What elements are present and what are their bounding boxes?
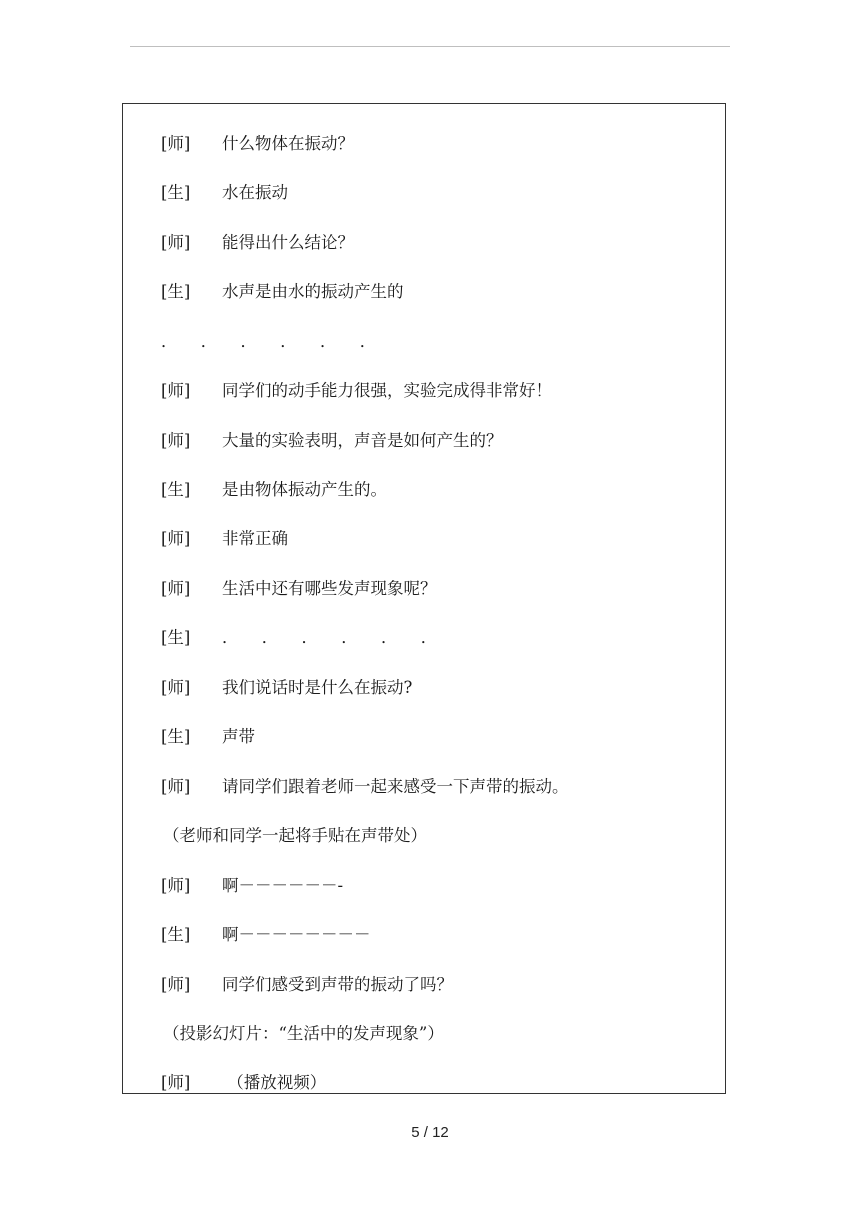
speaker-tag: [师] <box>161 876 191 895</box>
dialogue-line <box>161 724 255 750</box>
page-number: 5 / 12 <box>411 1124 449 1141</box>
speaker-tag: [生] <box>161 925 191 944</box>
speaker-tag: [师] <box>161 381 191 400</box>
dialogue-line <box>161 526 288 552</box>
dialogue-text: 同学们的动手能力很强，实验完成得非常好！ <box>222 381 552 400</box>
speaker-tag: [生] <box>161 628 191 647</box>
speaker-tag: [师] <box>161 233 191 252</box>
dialogue-text: 水声是由水的振动产生的 <box>222 282 404 301</box>
speaker-tag: [生] <box>161 727 191 746</box>
dialogue-line <box>161 428 503 454</box>
dialogue-line <box>161 922 371 948</box>
dialogue-text: 请同学们跟着老师一起来感受一下声带的振动。 <box>222 777 569 796</box>
dialogue-text: （播放视频） <box>222 1073 327 1092</box>
dialogue-line <box>161 972 453 998</box>
header-rule <box>130 46 730 47</box>
dialogue-text: 能得出什么结论？ <box>222 233 354 252</box>
dialogue-text: 同学们感受到声带的振动了吗？ <box>222 975 453 994</box>
speaker-tag: [生] <box>161 282 191 301</box>
dialogue-text: 生活中还有哪些发声现象呢？ <box>222 579 437 598</box>
dialogue-line <box>161 625 446 651</box>
dialogue-text: 水在振动 <box>222 183 288 202</box>
dialogue-line <box>161 279 404 305</box>
dialogue-text: ． ． ． ． ． ． <box>222 628 447 647</box>
speaker-tag: [师] <box>161 134 191 153</box>
dialogue-line <box>161 1070 326 1094</box>
dialogue-line <box>161 675 412 701</box>
dialogue-text: 声带 <box>222 727 255 746</box>
speaker-tag: [师] <box>161 777 191 796</box>
speaker-tag: [师] <box>161 579 191 598</box>
dialogue-text: 什么物体在振动？ <box>222 134 354 153</box>
lesson-transcript-box <box>122 103 726 1094</box>
dialogue-text: 非常正确 <box>222 529 288 548</box>
speaker-tag: [生] <box>161 183 191 202</box>
dialogue-line <box>161 378 552 404</box>
dialogue-line <box>161 774 569 800</box>
stage-direction-text: （老师和同学一起将手贴在声带处） <box>163 826 427 845</box>
dialogue-text: 我们说话时是什么在振动? <box>222 678 413 697</box>
dialogue-line <box>161 576 437 602</box>
dialogue-line <box>161 131 354 157</box>
dialogue-text: 啊－－－－－－- <box>222 876 344 895</box>
speaker-tag: [生] <box>161 480 191 499</box>
speaker-tag: [师] <box>161 1073 191 1092</box>
dialogue-text: 是由物体振动产生的。 <box>222 480 387 499</box>
speaker-tag: [师] <box>161 678 191 697</box>
stage-direction <box>163 1021 444 1047</box>
dialogue-text: 啊－－－－－－－－ <box>222 925 371 944</box>
dialogue-line <box>161 230 354 256</box>
speaker-tag: [师] <box>161 529 191 548</box>
stage-direction <box>163 823 427 849</box>
dialogue-line <box>161 477 387 503</box>
dialogue-line <box>161 180 288 206</box>
ellipsis-line <box>161 329 385 355</box>
dialogue-text: 大量的实验表明，声音是如何产生的？ <box>222 431 503 450</box>
dialogue-line <box>161 873 343 899</box>
ellipsis-text: ． ． ． ． ． ． <box>161 332 386 351</box>
speaker-tag: [师] <box>161 431 191 450</box>
stage-direction-text: （投影幻灯片：“生活中的发声现象”） <box>163 1024 444 1043</box>
speaker-tag: [师] <box>161 975 191 994</box>
